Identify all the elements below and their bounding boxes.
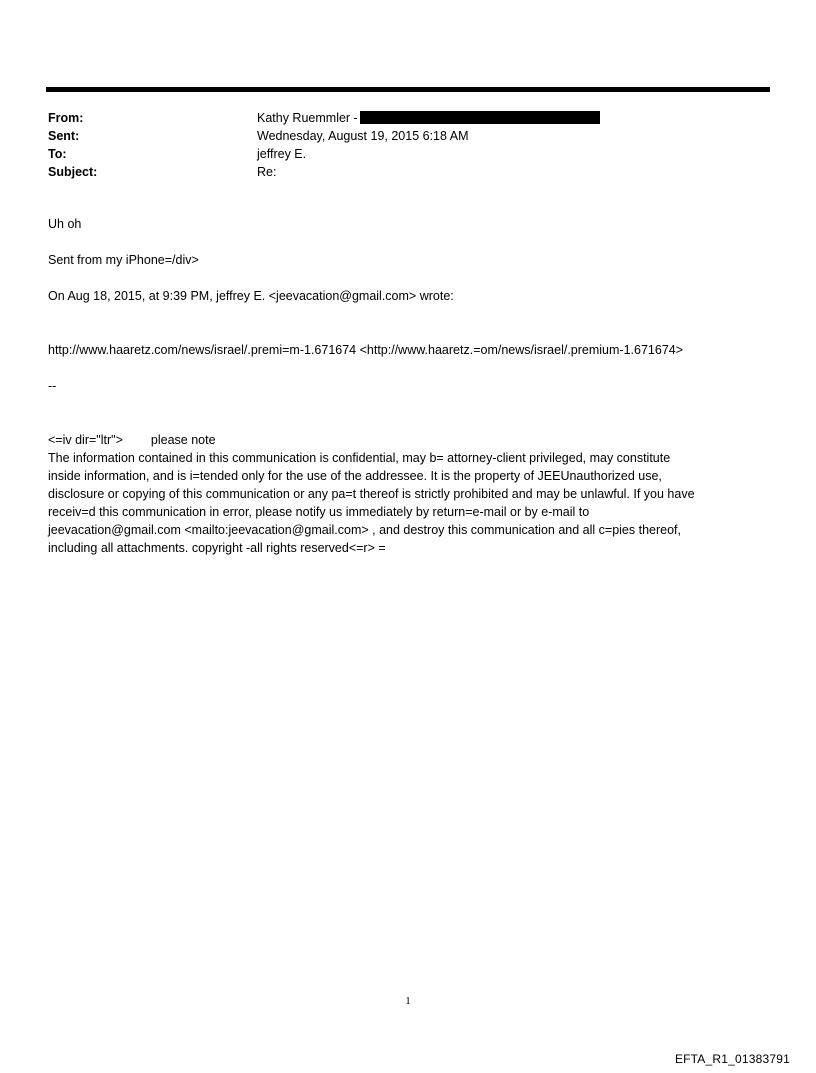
from-row — [48, 109, 768, 127]
disclaimer-line: disclosure or copying of this communication or any pa=t thereof is strictly prohibited and may be unlawful. If you have — [48, 487, 695, 501]
note-line — [48, 431, 788, 449]
sent-row — [48, 127, 768, 145]
subject-row — [48, 163, 768, 181]
disclaimer-line: jeevacation@gmail.com <mailto:jeevacation@gmail.com> , and destroy this communication and all c=pies thereof, — [48, 523, 681, 537]
to-row — [48, 145, 768, 163]
redaction-bar — [360, 111, 600, 124]
email-header — [48, 109, 768, 181]
disclaimer-line: inside information, and is i=tended only for the use of the addressee. It is the property of JEEUnauthorized use, — [48, 469, 662, 483]
to-value: jeffrey E. — [257, 147, 307, 161]
header-divider — [46, 87, 770, 92]
note-prefix: <=iv dir="ltr"> — [48, 433, 123, 447]
disclaimer-line: including all attachments. copyright -all rights reserved<=r> = — [48, 541, 386, 555]
from-value — [257, 109, 600, 127]
subject-value: Re: — [257, 165, 277, 179]
disclaimer-line: The information contained in this communication is confidential, may b= attorney-client privileged, may constitute — [48, 451, 671, 465]
sent-label: Sent: — [48, 129, 80, 143]
body-line: Uh oh — [48, 217, 82, 231]
body-link-line: http://www.haaretz.com/news/israel/.premi=m-1.671674 <http://www.haaretz.=om/news/israel/.premium-1.671674> — [48, 343, 684, 357]
document-id: EFTA_R1_01383791 — [674, 1052, 790, 1066]
subject-label: Subject: — [48, 165, 98, 179]
body-line: On Aug 18, 2015, at 9:39 PM, jeffrey E. <jeevacation@gmail.com> wrote: — [48, 289, 454, 303]
body-line: Sent from my iPhone=/div> — [48, 253, 199, 267]
email-body — [48, 215, 788, 557]
from-name: Kathy Ruemmler - — [257, 111, 358, 125]
body-line: -- — [48, 379, 57, 393]
sent-value: Wednesday, August 19, 2015 6:18 AM — [257, 129, 469, 143]
from-label: From: — [48, 111, 84, 125]
note-text: please note — [150, 433, 216, 447]
disclaimer-line: receiv=d this communication in error, please notify us immediately by return=e-mail or by e-mail to — [48, 505, 590, 519]
to-label: To: — [48, 147, 67, 161]
page-number: 1 — [405, 995, 411, 1007]
